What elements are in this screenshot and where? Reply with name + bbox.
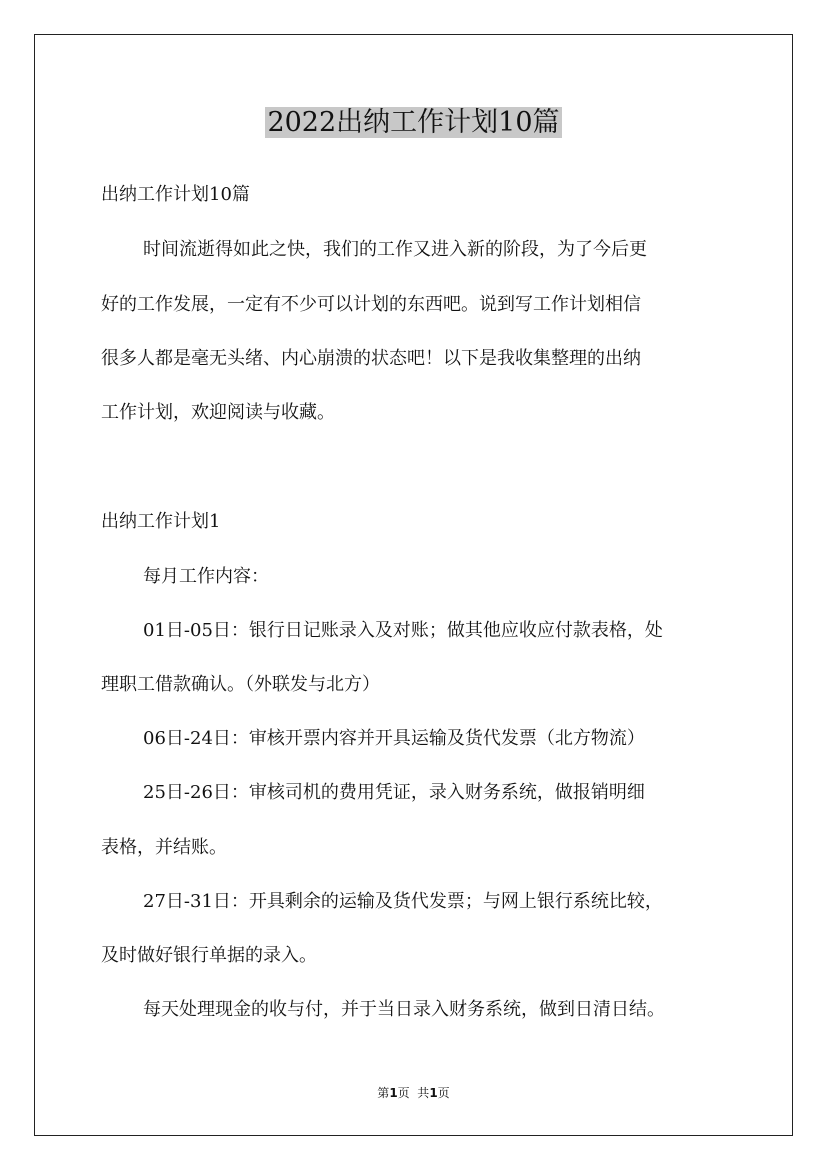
footer-prefix: 第 — [377, 1086, 390, 1100]
section-heading: 出纳工作计划1 — [101, 511, 221, 532]
monthly-label: 每月工作内容： — [143, 566, 269, 587]
intro-line: 时间流逝得如此之快，我们的工作又进入新的阶段，为了今后更 — [143, 239, 647, 260]
body-line: 27日-31日：开具剩余的运输及货代发票；与网上银行系统比较， — [143, 891, 663, 912]
page-footer — [0, 1084, 827, 1101]
body-line: 理职工借款确认。（外联发与北方） — [101, 674, 380, 695]
body-line: 25日-26日：审核司机的费用凭证，录入财务系统，做报销明细 — [143, 782, 645, 803]
footer-page-number: 1 — [389, 1086, 398, 1100]
body-line: 01日-05日：银行日记账录入及对账；做其他应收应付款表格，处 — [143, 620, 663, 641]
body-line: 每天处理现金的收与付，并于当日录入财务系统，做到日清日结。 — [143, 999, 665, 1020]
document-title: 2022出纳工作计划10篇 — [267, 107, 560, 138]
body-line: 及时做好银行单据的录入。 — [101, 945, 317, 966]
body-line: 表格，并结账。 — [101, 837, 227, 858]
document-subtitle: 出纳工作计划10篇 — [101, 184, 250, 205]
intro-line: 工作计划，欢迎阅读与收藏。 — [101, 402, 335, 423]
footer-suffix: 页 — [437, 1086, 450, 1100]
footer-mid: 页 共 — [397, 1086, 430, 1100]
intro-line: 很多人都是毫无头绪、内心崩溃的状态吧！以下是我收集整理的出纳 — [101, 348, 641, 369]
footer-total-pages: 1 — [429, 1086, 438, 1100]
body-line: 06日-24日：审核开票内容并开具运输及货代发票（北方物流） — [143, 728, 645, 749]
intro-line: 好的工作发展，一定有不少可以计划的东西吧。说到写工作计划相信 — [101, 294, 641, 315]
